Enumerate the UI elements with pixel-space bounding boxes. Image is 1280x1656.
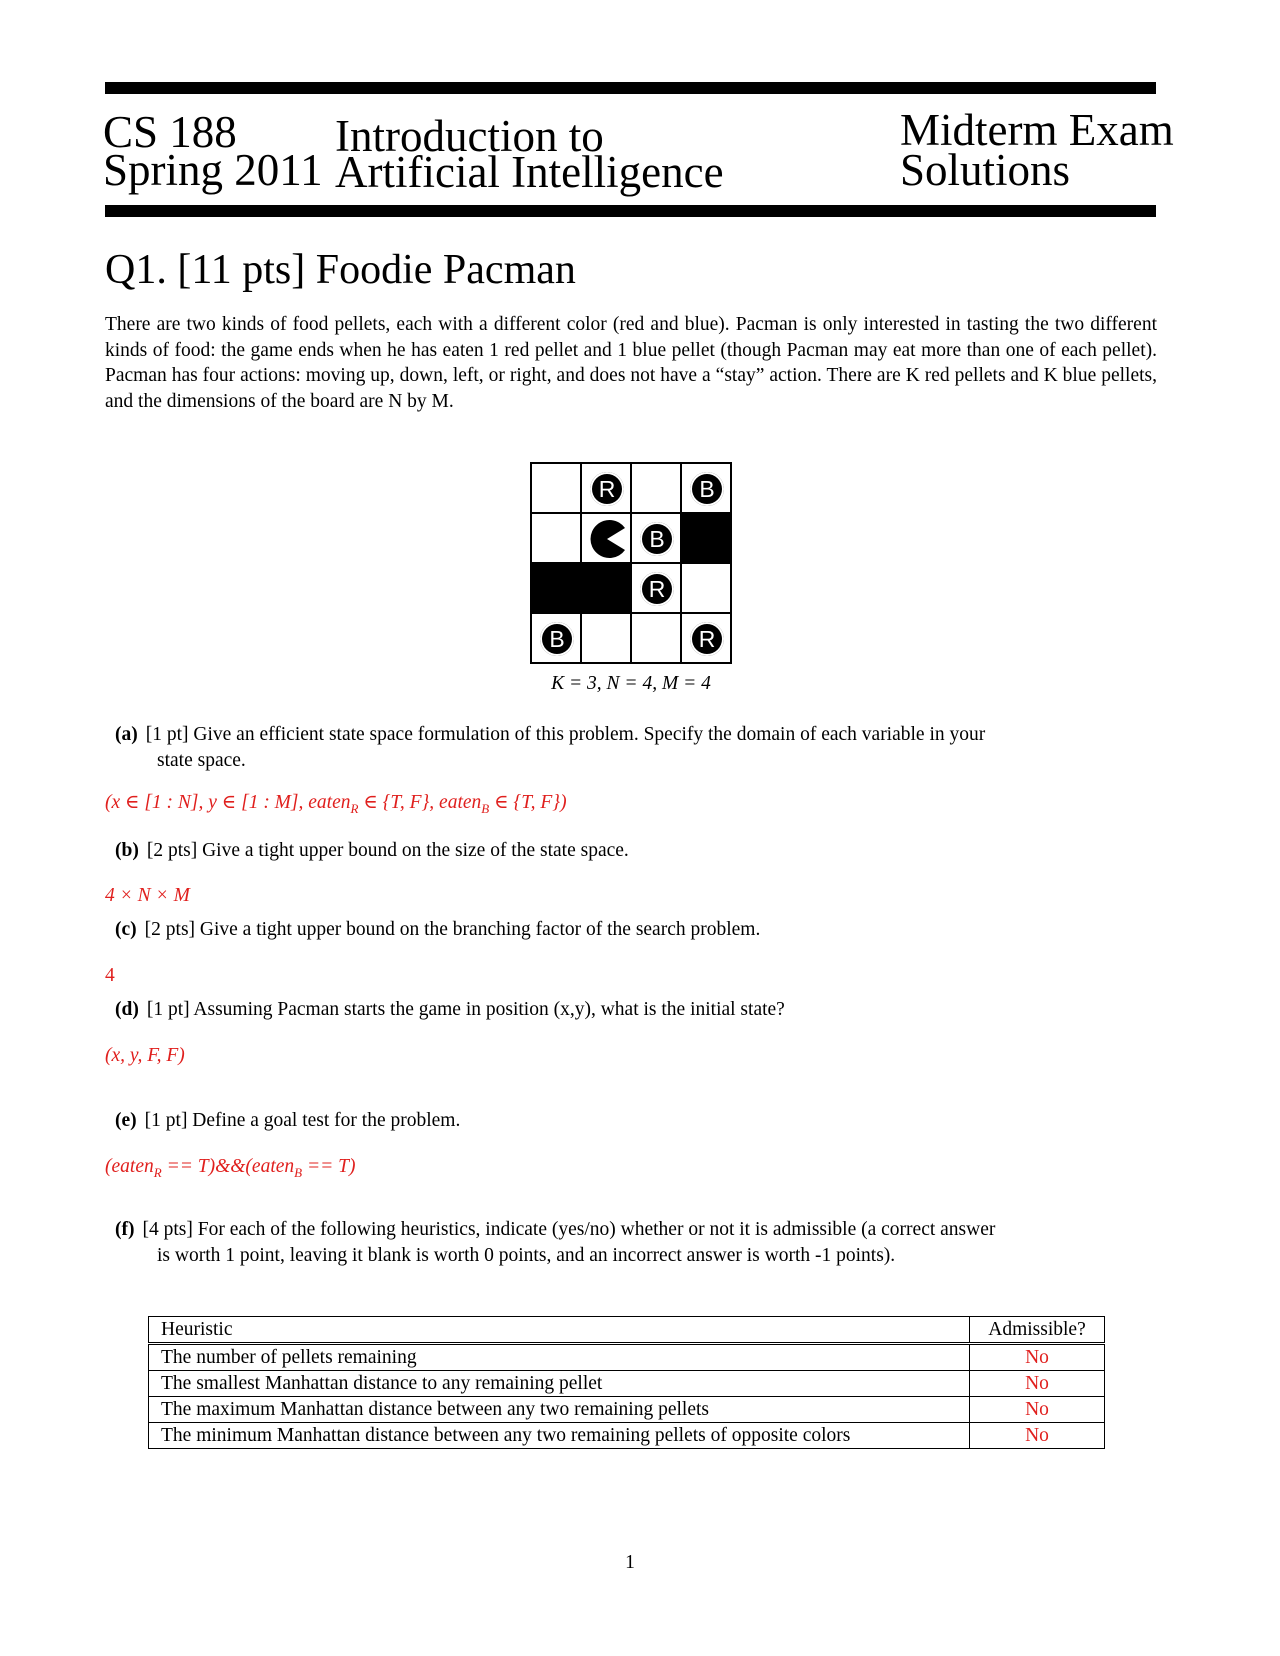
- heuristic-cell: The minimum Manhattan distance between any two remaining pellets of opposite colors: [149, 1423, 970, 1449]
- board-cell: [531, 463, 581, 513]
- part-c-label: (c): [115, 919, 137, 940]
- admissible-cell: No: [970, 1397, 1105, 1423]
- table-row: [149, 1371, 1105, 1397]
- board-cell: [531, 613, 581, 663]
- part-a: [115, 722, 1157, 773]
- red-pellet: R: [690, 622, 724, 656]
- board-cell: [631, 563, 681, 613]
- board-wall: [581, 563, 631, 613]
- board-cell: [631, 463, 681, 513]
- heuristic-cell: The smallest Manhattan distance to any remaining pellet: [149, 1371, 970, 1397]
- question-intro: There are two kinds of food pellets, each with a different color (red and blue). Pacman is only interested in tasting the two different kinds of food: the game ends when he has eaten 1 red pellet and 1 blue pellet (though Pacman may eat more than one of each pellet). Pacman has four actions: moving up, down, left, or right, and does not have a “stay” action. There are K red pellets and K blue pellets, and the dimensions of the board are N by M.: [105, 314, 1157, 412]
- part-b-label: (b): [115, 840, 139, 861]
- part-d-label: (d): [115, 999, 139, 1020]
- table-row: [149, 1397, 1105, 1423]
- part-c-text: [2 pts] Give a tight upper bound on the branching factor of the search problem.: [144, 919, 761, 940]
- part-c-answer: 4: [105, 965, 115, 986]
- part-d-text: [1 pt] Assuming Pacman starts the game in position (x,y), what is the initial state?: [146, 999, 785, 1020]
- heuristic-cell: The maximum Manhattan distance between any two remaining pellets: [149, 1397, 970, 1423]
- board-cell: [631, 613, 681, 663]
- part-d-answer: (x, y, F, F): [105, 1045, 185, 1066]
- part-b: [115, 838, 1157, 864]
- blue-pellet: B: [640, 522, 674, 556]
- question-title: Q1. [11 pts] Foodie Pacman: [105, 247, 576, 293]
- part-a-label: (a): [115, 724, 138, 745]
- part-f-text-cont: is worth 1 point, leaving it blank is worth 0 points, and an incorrect answer is worth -1 points).: [157, 1244, 896, 1266]
- part-b-text: [2 pts] Give a tight upper bound on the size of the state space.: [146, 840, 629, 861]
- heuristic-cell: The number of pellets remaining: [149, 1344, 970, 1371]
- red-pellet: R: [590, 472, 624, 506]
- red-pellet: R: [640, 572, 674, 606]
- board-cell: [581, 613, 631, 663]
- board-cell: [581, 463, 631, 513]
- board-cell: [681, 563, 731, 613]
- part-b-answer: 4 × N × M: [105, 885, 190, 906]
- pacman-icon: [587, 519, 627, 559]
- admissible-cell: No: [970, 1371, 1105, 1397]
- exam-title-line2: Solutions: [900, 145, 1071, 195]
- part-a-text-cont: state space.: [157, 749, 246, 771]
- admissible-cell: No: [970, 1423, 1105, 1449]
- col-admissible-header: Admissible?: [970, 1317, 1105, 1344]
- blue-pellet: B: [540, 622, 574, 656]
- blue-pellet: B: [690, 472, 724, 506]
- page-number: 1: [625, 1552, 635, 1573]
- course-title-line1: Introduction to: [335, 111, 604, 161]
- part-f-label: (f): [115, 1219, 135, 1240]
- board-cell: [581, 513, 631, 563]
- part-e-text: [1 pt] Define a goal test for the problem.: [144, 1110, 461, 1131]
- board-wall: [681, 513, 731, 563]
- col-heuristic-header: Heuristic: [149, 1317, 970, 1344]
- table-header-row: [149, 1317, 1105, 1344]
- board-cell: [681, 613, 731, 663]
- admissible-cell: No: [970, 1344, 1105, 1371]
- part-d: [115, 997, 1157, 1023]
- part-a-answer: (x ∈ [1 : N], y ∈ [1 : M], eaten$_R$ ∈ {T, F}, eaten$_B$ ∈ {T, F}): [105, 792, 567, 816]
- heuristics-table: [148, 1316, 1105, 1449]
- exam-title-line1: Midterm Exam: [900, 105, 1174, 155]
- course-term: Spring 2011: [103, 145, 323, 195]
- figure-caption: K = 3, N = 4, M = 4: [551, 673, 711, 694]
- part-e: [115, 1108, 1157, 1134]
- pacman-board: [530, 462, 732, 664]
- part-f: [115, 1217, 1157, 1268]
- course-title-line2: Artificial Intelligence: [335, 147, 724, 197]
- table-row: [149, 1344, 1105, 1371]
- part-e-answer: (eaten$_R$ == T)&&(eaten$_B$ == T): [105, 1156, 356, 1180]
- part-f-text: [4 pts] For each of the following heuristics, indicate (yes/no) whether or not it is admissible (a correct answer: [142, 1219, 996, 1240]
- board-cell: [681, 463, 731, 513]
- header-bottom-rule: [105, 205, 1156, 217]
- part-a-text: [1 pt] Give an efficient state space formulation of this problem. Specify the domain of each variable in your: [145, 724, 986, 745]
- board-cell: [631, 513, 681, 563]
- board-cell: [531, 513, 581, 563]
- part-c: [115, 917, 1157, 943]
- board-wall: [531, 563, 581, 613]
- part-e-label: (e): [115, 1110, 137, 1131]
- header-top-rule: [105, 82, 1156, 94]
- course-code: CS 188: [103, 107, 237, 157]
- table-row: [149, 1423, 1105, 1449]
